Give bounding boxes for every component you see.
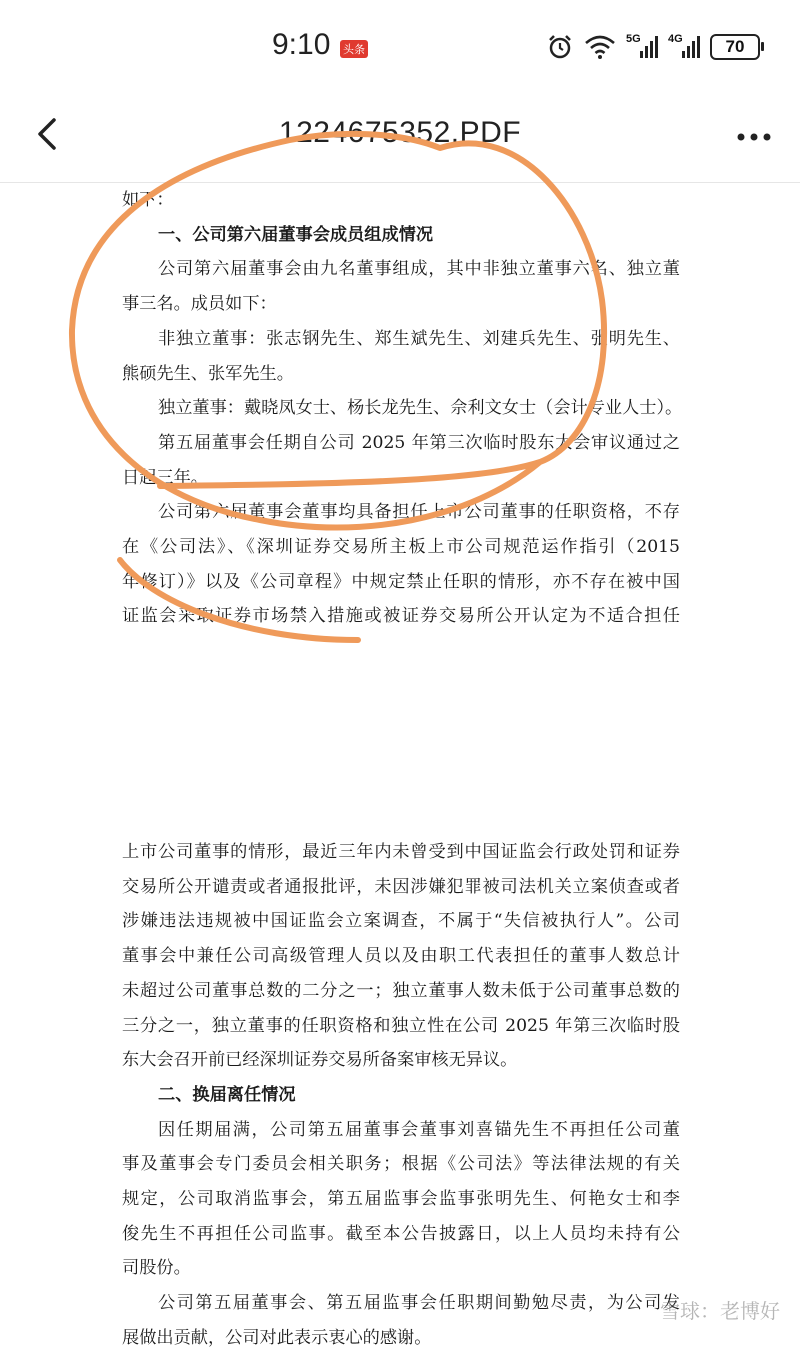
text-line: 董事会中兼任公司高级管理人员以及由职工代表担任的董事人数总计 (122, 946, 680, 967)
notification-badge: 头条 (340, 40, 368, 58)
wifi-icon (584, 34, 616, 60)
text-line: 证监会采取证券市场禁入措施或被证券交易所公开认定为不适合担任 (122, 606, 680, 627)
text-line: 年修订）》以及《公司章程》中规定禁止任职的情形，亦不存在被中国 (122, 571, 680, 592)
network-4g-label: 4G (668, 33, 683, 45)
text-line: 交易所公开谴责或者通报批评，未因涉嫌犯罪被司法机关立案侦查或者 (122, 876, 680, 897)
section-heading: 二、换届离任情况 (158, 1084, 296, 1105)
text-line: 俊先生不再担任公司监事。截至本公告披露日，以上人员均未持有公 (122, 1223, 680, 1244)
text-line: 日起三年。 (122, 467, 208, 488)
status-time: 9:10 (272, 28, 331, 61)
text-line: 熊硕先生、张军先生。 (122, 363, 294, 384)
text-line: 事及董事会专门委员会相关职务；根据《公司法》等法律法规的有关 (122, 1154, 680, 1175)
more-dots-icon[interactable] (736, 132, 772, 142)
watermark-text: 雪球：老博好 (660, 1299, 780, 1323)
section-heading: 一、公司第六届董事会成员组成情况 (158, 224, 434, 245)
text-line: 司股份。 (122, 1258, 191, 1279)
alarm-icon (546, 33, 574, 61)
text-line: 未超过公司董事总数的二分之一；独立董事人数未低于公司董事总数的 (122, 980, 680, 1001)
text-line: 展做出贡献，公司对此表示衷心的感谢。 (122, 1327, 432, 1348)
text-line: 东大会召开前已经深圳证券交易所备案审核无异议。 (122, 1050, 518, 1071)
text-line: 涉嫌违法违规被中国证监会立案调查，不属于“失信被执行人”。公司 (122, 911, 680, 932)
network-5g-label: 5G (626, 33, 641, 45)
title-bar (0, 92, 800, 183)
battery-icon (710, 34, 760, 60)
text-line: 公司第六届董事会由九名董事组成，其中非独立董事六名、独立董 (158, 259, 680, 280)
signal-5g-icon (626, 35, 658, 59)
text-line: 上市公司董事的情形，最近三年内未曾受到中国证监会行政处罚和证券 (122, 842, 680, 862)
text-line: 公司第五届董事会、第五届监事会任职期间勤勉尽责，为公司发 (158, 1293, 680, 1314)
text-line: 三分之一，独立董事的任职资格和独立性在公司 2025 年第三次临时股 (122, 1015, 680, 1036)
signal-4g-icon (668, 35, 700, 59)
text-line: 第五届董事会任期自公司 2025 年第三次临时股东大会审议通过之 (158, 432, 680, 453)
battery-level: 70 (725, 37, 745, 56)
text-line: 非独立董事：张志钢先生、郑生斌先生、刘建兵先生、张明先生、 (158, 328, 680, 349)
text-line: 独立董事：戴晓凤女士、杨长龙先生、佘利文女士（会计专业人士）。 (158, 398, 683, 419)
text-line: 事三名。成员如下： (122, 294, 277, 315)
text-line: 公司第六届董事会董事均具备担任上市公司董事的任职资格，不存 (158, 502, 680, 523)
text-line: 如下： (122, 190, 174, 210)
text-line: 在《公司法》、《深圳证券交易所主板上市公司规范运作指引（2015 (122, 537, 680, 557)
text-line: 规定，公司取消监事会，第五届监事会监事张明先生、何艳女士和李 (122, 1189, 680, 1209)
document-title: 1224675352.PDF (278, 116, 522, 149)
text-line: 因任期届满，公司第五届董事会董事刘喜锚先生不再担任公司董 (158, 1119, 680, 1140)
status-icons (546, 30, 760, 64)
status-bar (0, 0, 800, 92)
